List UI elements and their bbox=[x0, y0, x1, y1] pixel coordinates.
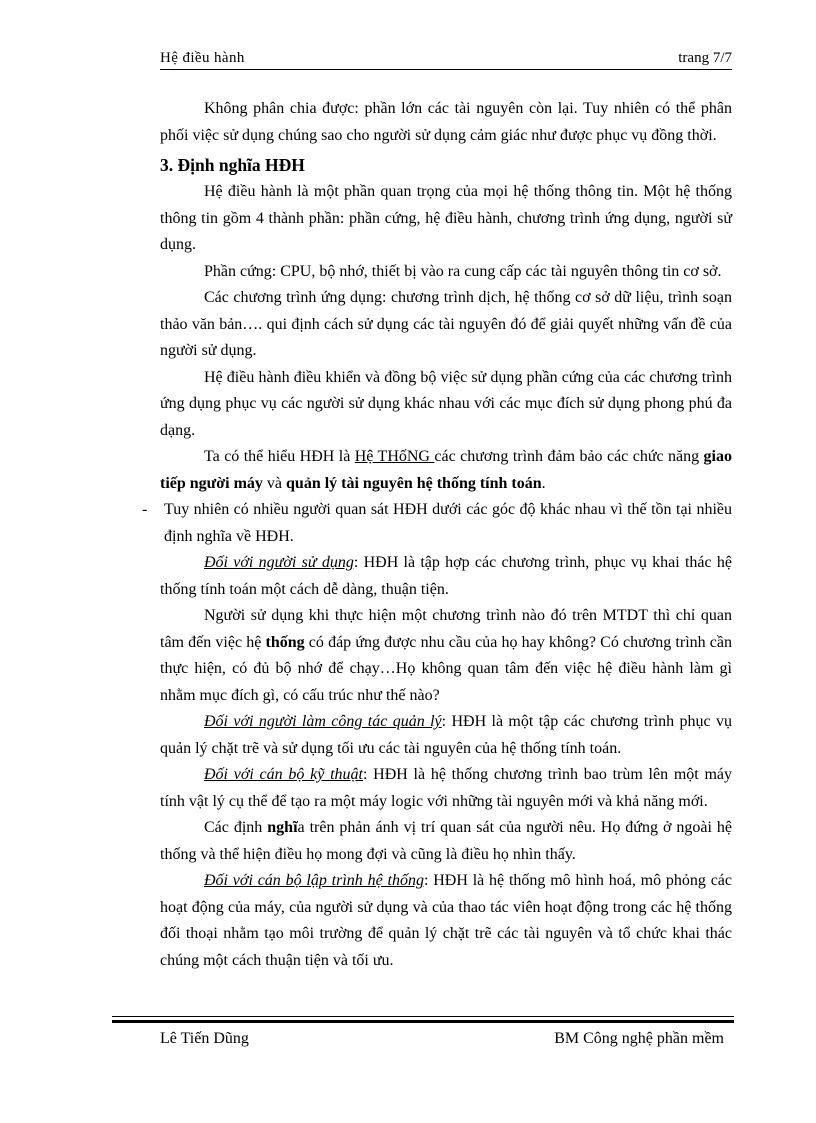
paragraph: Hệ điều hành điều khiển và đồng bộ việc sử dụng phần cứng của các chương trình ứng dụng phục vụ các người sử dụng khác nhau với các mục đích sử dụng phong phú đa dạng. bbox=[160, 368, 732, 439]
document-body bbox=[142, 96, 733, 974]
paragraph: Phần cứng: CPU, bộ nhớ, thiết bị vào ra cung cấp các tài nguyên thông tin cơ sở. bbox=[204, 262, 722, 280]
text-run: Người sử dụng khi thực hiện một chương trình nào đó trên MTDT thì chỉ quan tâm đến việc hệ bbox=[160, 607, 732, 651]
header-title: Hệ điều hành bbox=[160, 50, 245, 66]
underlined-term: Hệ THốNG bbox=[354, 448, 435, 465]
bold-term: giao tiếp người máy bbox=[160, 448, 732, 492]
list-item-text: Tuy nhiên có nhiều người quan sát HĐH dưới các góc độ khác nhau vì thế tồn tại nhiều định nghĩa về HĐH. bbox=[164, 501, 732, 545]
footer-divider bbox=[112, 1016, 734, 1017]
definition-term: Đối với cán bộ kỹ thuật bbox=[204, 766, 363, 783]
paragraph bbox=[160, 444, 732, 497]
text-run: : HĐH là một tập các chương trình phục vụ quản lý chặt trẽ và sử dụng tối ưu các tài nguyên của hệ thống tính toán. bbox=[160, 713, 732, 757]
footer-department: BM Công nghệ phần mềm bbox=[554, 1030, 724, 1047]
footer-author: Lê Tiến Dũng bbox=[160, 1030, 249, 1047]
text-run: : HĐH là hệ thống chương trình bao trùm lên một máy tính vật lý cụ thể để tạo ra một máy logic với những tài nguyên mới và khả năng mới. bbox=[160, 766, 732, 810]
definition-term: Đối với người làm công tác quản lý bbox=[204, 713, 442, 730]
definition-term: Đối với người sử dụng bbox=[204, 554, 354, 571]
paragraph bbox=[160, 868, 732, 974]
paragraph bbox=[160, 709, 732, 762]
page-number: trang 7/7 bbox=[678, 50, 732, 66]
text-run: : HĐH là hệ thống mô hình hoá, mô phỏng các hoạt động của máy, của người sử dụng và của thao tác viên hoạt động trong các hệ thống đối thoại nhằm tạo môi trường để quản lý chặt trẽ các tài nguyên và tổ chức khai thác chúng một cách thuận tiện và tối ưu. bbox=[160, 872, 733, 969]
text-run: có đáp ứng được nhu cầu của họ hay không? Có chương trình cần thực hiện, có đủ bộ nhớ để chạy…Họ không quan tâm đến việc hệ điều hành làm gì nhằm mục đích gì, có cấu trúc như thế nào? bbox=[160, 633, 733, 704]
text-run: Ta có thể hiểu HĐH là bbox=[204, 448, 355, 465]
paragraph: Các chương trình ứng dụng: chương trình dịch, hệ thống cơ sở dữ liệu, trình soạn thảo văn bản…. qui định cách sử dụng các tài nguyên đó để giải quyết những vấn đề của người sử dụng. bbox=[160, 289, 732, 359]
footer-divider-thick bbox=[112, 1020, 734, 1023]
bold-term: quản lý tài nguyên hệ thống tính toán bbox=[286, 474, 542, 492]
section-heading: 3. Định nghĩa HĐH bbox=[160, 155, 305, 175]
paragraph bbox=[160, 762, 732, 815]
paragraph bbox=[160, 815, 732, 868]
text-run: các chương trình đảm bảo các chức năng bbox=[434, 448, 704, 465]
page-header bbox=[160, 49, 732, 70]
bold-term: nghĩ bbox=[267, 819, 298, 836]
dash-bullet: - bbox=[142, 501, 148, 518]
text-run: và bbox=[262, 474, 287, 492]
paragraph: Không phân chia được: phần lớn các tài nguyên còn lại. Tuy nhiên có thể phân phối việc sử dụng chúng sao cho người sử dụng cảm giác như được phục vụ đồng thời. bbox=[160, 100, 732, 144]
text-run: . bbox=[541, 474, 546, 492]
definition-term: Đối với cán bộ lập trình hệ thống bbox=[204, 872, 424, 889]
paragraph: Hệ điều hành là một phần quan trọng của mọi hệ thống thông tin. Một hệ thống thông tin gồm 4 thành phần: phần cứng, hệ điều hành, chương trình ứng dụng, người sử dụng. bbox=[160, 183, 732, 253]
bold-term: thống bbox=[265, 633, 305, 651]
text-run: Các định bbox=[204, 819, 268, 836]
dash-list-item bbox=[142, 497, 732, 550]
paragraph bbox=[160, 550, 732, 603]
text-run: a trên phản ánh vị trí quan sát của người nêu. Họ đứng ở ngoài hệ thống và thể hiện điều họ mong đợi và cũng là điều họ nhìn thấy. bbox=[160, 819, 732, 863]
paragraph bbox=[160, 603, 732, 709]
page-footer bbox=[160, 1030, 724, 1048]
text-run: : HĐH là tập hợp các chương trình, phục vụ khai thác hệ thống tính toán một cách dễ dàng, thuận tiện. bbox=[160, 554, 732, 598]
